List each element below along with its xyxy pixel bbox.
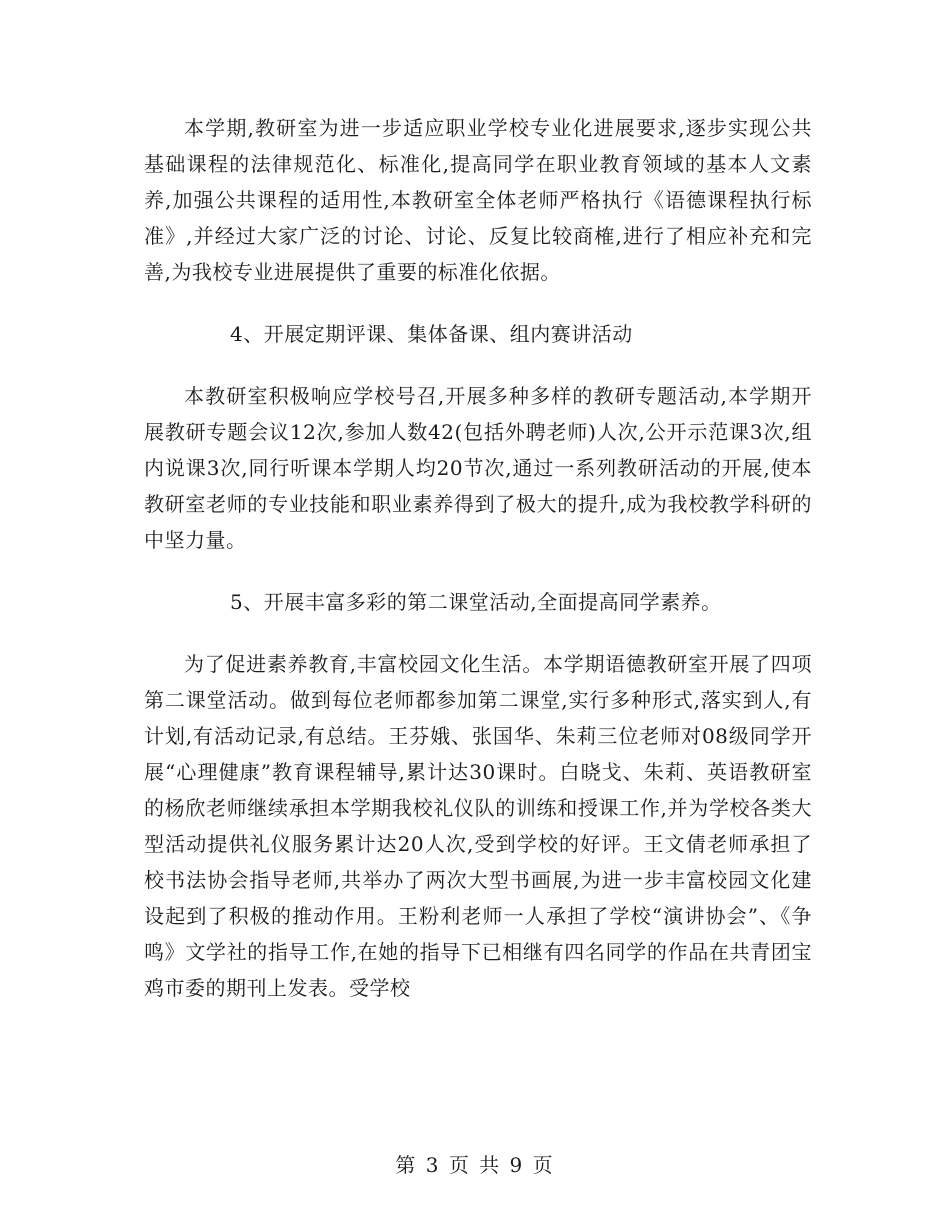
paragraph-gap xyxy=(144,290,812,316)
paragraph-teaching-research: 本教研室积极响应学校号召,开展多种多样的教研专题活动,本学期开展教研专题会议12次,参加人数42(包括外聘老师)人次,公开示范课3次,组内说课3次,同行听课本学期人均20节次,通过一系列教研活动的开展,使本教研室老师的专业技能和职业素养得到了极大的提升,成为我校教学科研的中坚力量。 xyxy=(144,384,812,552)
document-body xyxy=(144,110,812,1006)
paragraph-gap xyxy=(144,620,812,646)
paragraph-second-classroom: 为了促进素养教育,丰富校园文化生活。本学期语德教研室开展了四项第二课堂活动。做到每位老师都参加第二课堂,实行多种形式,落实到人,有计划,有活动记录,有总结。王芬娥、张国华、朱莉三位老师对08级同学开展“心理健康”教育课程辅导,累计达30课时。白晓戈、朱莉、英语教研室的杨欣老师继续承担本学期我校礼仪队的训练和授课工作,并为学校各类大型活动提供礼仪服务累计达20人次,受到学校的好评。王文倩老师承担了校书法协会指导老师,共举办了两次大型书画展,为进一步丰富校园文化建设起到了积极的推动作用。王粉利老师一人承担了学校“演讲协会”、《争鸣》文学社的指导工作,在她的指导下已相继有四名同学的作品在共青团宝鸡市委的期刊上发表。受学校 xyxy=(144,652,812,1000)
section-heading-5: 5、开展丰富多彩的第二课堂活动,全面提高同学素养。 xyxy=(230,590,722,614)
paragraph-gap xyxy=(144,352,812,378)
page-number-footer: 第 3 页 共 9 页 xyxy=(395,1153,555,1177)
paragraph-curriculum-standards: 本学期,教研室为进一步适应职业学校专业化进展要求,逐步实现公共基础课程的法律规范化、标准化,提高同学在职业教育领域的基本人文素养,加强公共课程的适用性,本教研室全体老师严格执行《语德课程执行标准》,并经过大家广泛的讨论、讨论、反复比较商榷,进行了相应补充和完善,为我校专业进展提供了重要的标准化依据。 xyxy=(144,116,812,284)
paragraph-gap xyxy=(144,558,812,584)
section-heading-4: 4、开展定期评课、集体备课、组内赛讲活动 xyxy=(230,322,633,346)
